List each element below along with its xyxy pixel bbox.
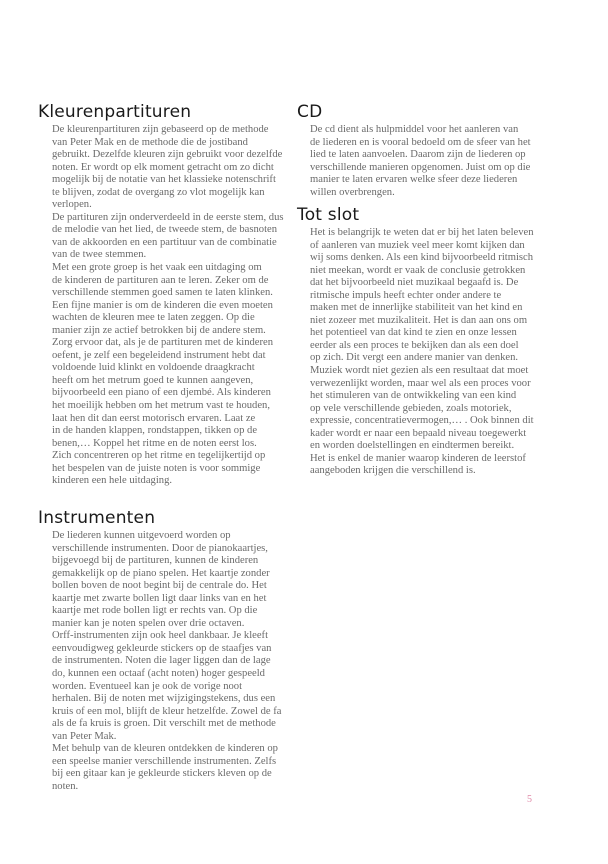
text-line: kruis of een mol, blijft de kleur hetzelfde. Zowel de fa — [52, 705, 282, 717]
text-line: Het is enkel de manier waarop kinderen de leerstof — [310, 452, 526, 464]
text-line: het bespelen van de juiste noten is voor sommige — [52, 462, 261, 474]
text-tot-slot — [310, 227, 534, 478]
text-line: bij een gitaar kan je gekleurde stickers kleven op de — [52, 768, 272, 780]
text-line: verschillende instrumenten. Door de pianokaartjes, — [52, 542, 268, 554]
text-line: aangeboden krijgen die verschillend is. — [310, 465, 476, 477]
text-line: eerder als een proces te bekijken dan als een doel — [310, 339, 519, 351]
text-line: do, kunnen een octaaf (acht noten) hoger gespeeld — [52, 668, 265, 680]
text-line: van de akkoorden en een partituur van de combinatie — [52, 236, 277, 248]
text-line: kinderen een hele uitdaging. — [52, 475, 173, 487]
text-line: gebruikt. Dezelfde kleuren zijn gebruikt voor dezelfde — [52, 149, 283, 161]
text-line: het moeilijk hebben om het metrum vast te houden, — [52, 400, 271, 412]
text-line: manier te laten ervaren welke sfeer deze liederen — [310, 174, 518, 186]
text-line: heeft om het metrum goed te kunnen aangeven, — [52, 374, 254, 386]
text-line: wachten de kleuren mee te laten zeggen. Op die — [52, 312, 255, 324]
text-line: de melodie van het lied, de tweede stem, de basnoten — [52, 224, 278, 236]
text-line: de instrumenten. Noten die lager liggen dan de lage — [52, 655, 271, 667]
heading-tot-slot: Tot slot — [297, 205, 360, 225]
text-line: bollen boven de noot begint bij de centrale do. Het — [52, 580, 267, 592]
text-line: manier zijn ze actief betrokken bij de andere stem. — [52, 324, 266, 336]
text-line: voldoende luid klinkt en voldoende draagkracht — [52, 362, 255, 374]
text-line: van Peter Mak. — [52, 730, 117, 742]
text-line: als de fa kruis is groen. Dit verschilt met de methode — [52, 718, 276, 730]
heading-cd: CD — [297, 102, 323, 122]
text-line: in de handen klappen, rondstappen, tikken op de — [52, 425, 258, 437]
text-line: herhalen. Bij de noten met wijzigingstekens, dus een — [52, 693, 276, 705]
text-line: niet meekan, wordt er vaak de conclusie getrokken — [310, 264, 526, 276]
text-line: of aanleren van muziek veel meer komt kijken dan — [310, 239, 525, 251]
text-line: noten. — [52, 780, 79, 792]
text-line: De liederen kunnen uitgevoerd worden op — [52, 530, 231, 541]
text-line: en worden doelstellingen en eindtermen bereikt. — [310, 440, 515, 452]
text-line: verschillende stemmen goed samen te laten klinken. — [52, 287, 273, 299]
text-line: wij soms denken. Als een kind bijvoorbeeld ritmisch — [310, 252, 534, 264]
text-line: op vele verschillende gebieden, zoals motoriek, — [310, 402, 512, 414]
text-line: Orff-instrumenten zijn ook heel dankbaar. Je kleeft — [52, 630, 269, 642]
text-line: Met behulp van de kleuren ontdekken de kinderen op — [52, 743, 278, 755]
text-line: worden. Eventueel kan je ook de vorige noot — [52, 680, 243, 692]
text-line: Zich concentreren op het ritme en tegelijkertijd op — [52, 450, 266, 462]
text-line: maken met de innerlijke stabiliteit van het kind en — [310, 302, 523, 314]
heading-kleurenpartituren: Kleurenpartituren — [38, 102, 192, 122]
text-line: Met een grote groep is het vaak een uitdaging om — [52, 262, 262, 274]
text-line: Muziek wordt niet gezien als een resultaat dat moet — [310, 365, 529, 377]
text-line: Een fijne manier is om de kinderen die even moeten — [52, 299, 273, 311]
text-line: noten. Er wordt op elk moment getracht om zo dicht — [52, 161, 274, 173]
text-line: verschillende manieren opgenomen. Juist om op die — [310, 161, 531, 173]
text-line: kaartje met rode bollen ligt er rechts van. Op die — [52, 605, 258, 617]
text-instrumenten — [52, 530, 281, 793]
page-number: 5 — [527, 794, 532, 805]
text-line: verwezenlijkt worden, maar wel als een proces voor — [310, 377, 531, 389]
text-line: eenvoudigweg gekleurde stickers op de staafjes van — [52, 642, 272, 654]
text-line: bijvoorbeeld een piano of een djembé. Als kinderen — [52, 387, 271, 399]
text-line: De cd dient als hulpmiddel voor het aanleren van — [310, 124, 519, 135]
text-line: lied te laten aanvoelen. Daarom zijn de liederen op — [310, 149, 526, 161]
text-line: een speelse manier verschillende instrumenten. Zelfs — [52, 755, 277, 767]
text-line: de kinderen de partituren aan te leren. Zeker om de — [52, 274, 269, 286]
text-line: de liederen en is vooral bedoeld om de sfeer van het — [310, 136, 531, 148]
text-line: het potentieel van dat kind te zien en onze lessen — [310, 327, 517, 339]
text-line: De partituren zijn onderverdeeld in de eerste stem, dus — [52, 211, 284, 223]
text-line: willen overbrengen. — [310, 186, 395, 198]
text-line: mogelijk bij de notatie van het klassieke notenschrift — [52, 174, 276, 186]
text-line: kaartje met zwarte bollen ligt daar links van en het — [52, 592, 267, 604]
text-line: niet zozeer met muzikaliteit. Het is dan aan ons om — [310, 314, 528, 326]
text-line: Het is belangrijk te weten dat er bij het laten beleven — [310, 227, 534, 238]
text-line: op zich. Dit vergt een andere manier van denken. — [310, 352, 519, 364]
text-line: van de twee stemmen. — [52, 249, 147, 261]
text-kleurenpartituren — [52, 124, 284, 488]
text-line: oefent, je zelf een begeleidend instrument hebt dat — [52, 349, 266, 361]
heading-instrumenten: Instrumenten — [38, 508, 156, 528]
text-line: dat het bijvoorbeeld niet muzikaal begaafd is. De — [310, 277, 519, 289]
text-line: ritmische impuls heeft echter onder andere te — [310, 289, 502, 301]
text-line: gemakkelijk op de piano spelen. Het kaartje zonder — [52, 567, 270, 579]
text-line: Zorg ervoor dat, als je de partituren met de kinderen — [52, 337, 274, 349]
text-line: laat hen dit dan eerst motorisch ervaren. Laat ze — [52, 412, 256, 424]
text-line: bijgevoegd bij de partituren, kunnen de kinderen — [52, 555, 259, 567]
text-line: expressie, concentratievermogen,… . Ook binnen dit — [310, 415, 534, 427]
text-line: van Peter Mak en de methode die de jostiband — [52, 136, 248, 148]
text-line: het stimuleren van de ontwikkeling van een kind — [310, 390, 517, 402]
text-line: De kleurenpartituren zijn gebaseerd op de methode — [52, 124, 269, 135]
text-line: manier kan je noten spelen over drie octaven. — [52, 617, 245, 629]
text-line: verlopen. — [52, 199, 92, 211]
text-line: kader wordt er naar een bepaald niveau toegewerkt — [310, 427, 527, 439]
text-line: te blijven, zodat de overgang zo vlot mogelijk kan — [52, 186, 265, 198]
text-cd — [310, 124, 531, 199]
text-line: benen,… Koppel het ritme en de noten eerst los. — [52, 437, 257, 449]
